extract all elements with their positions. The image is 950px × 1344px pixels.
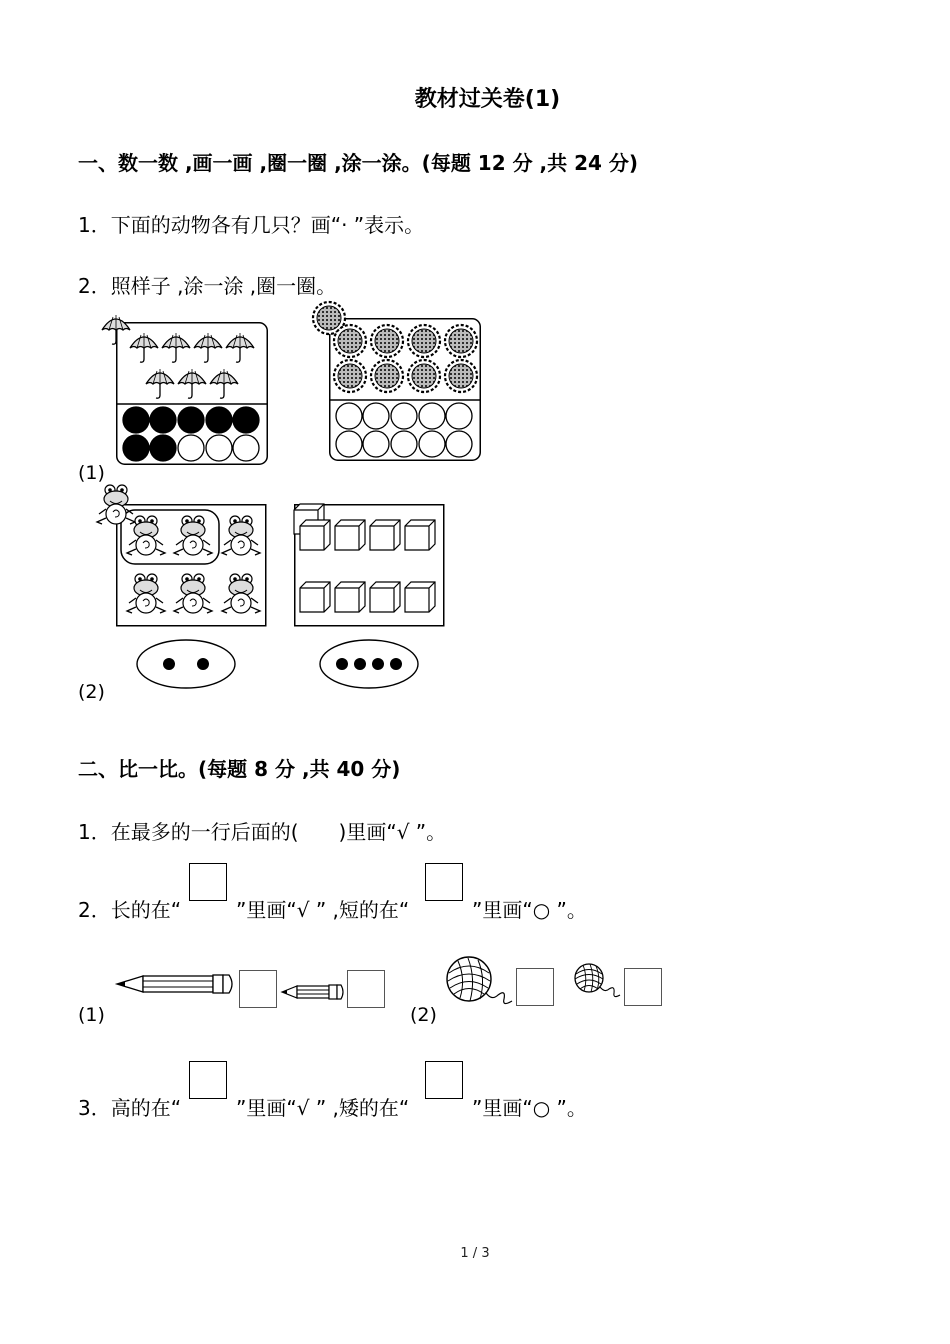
long-pencil-icon — [115, 972, 237, 998]
section2-question3-part2: ”里画“√ ” ,矮的在“ — [236, 1096, 410, 1120]
answer-box-sample — [189, 863, 227, 901]
umbrella-panel — [116, 322, 268, 465]
page-title: 教材过关卷(1) — [414, 87, 561, 112]
short-pencil-icon — [281, 982, 347, 1002]
answer-box-large-yarn[interactable] — [516, 968, 554, 1006]
frog-panel — [116, 504, 268, 628]
section1-label-2: (2) — [78, 681, 105, 703]
answer-box-sample — [189, 1061, 227, 1099]
dot-oval-2 — [135, 638, 237, 690]
section1-question1: 1．下面的动物各有几只？画“· ”表示。 — [78, 213, 425, 237]
section2-question2-part3: ”里画“○ ”。 — [472, 898, 587, 922]
section2-question2-part1: 2．长的在“ — [78, 898, 182, 922]
answer-box-sample — [425, 1061, 463, 1099]
page-number: 1 / 3 — [460, 1246, 490, 1261]
section1-label-1: (1) — [78, 462, 105, 484]
cookie-panel — [329, 318, 481, 461]
section2-label-2: (2) — [410, 1004, 437, 1026]
cube-panel — [294, 504, 446, 628]
answer-box-short-pencil[interactable] — [347, 970, 385, 1008]
answer-box-small-yarn[interactable] — [624, 968, 662, 1006]
large-yarn-ball-icon — [446, 955, 516, 1007]
section1-question2: 2．照样子 ,涂一涂 ,圈一圈。 — [78, 274, 337, 298]
section2-question3-part3: ”里画“○ ”。 — [472, 1096, 587, 1120]
small-yarn-ball-icon — [574, 962, 622, 1002]
section2-label-1: (1) — [78, 1004, 105, 1026]
section2-question1: 1．在最多的一行后面的( )里画“√ ”。 — [78, 820, 447, 844]
section2-heading: 二、比一比。(每题 8 分 ,共 40 分) — [78, 757, 401, 781]
section2-question3-part1: 3．高的在“ — [78, 1096, 182, 1120]
section2-question2-part2: ”里画“√ ” ,短的在“ — [236, 898, 410, 922]
dot-oval-4 — [318, 638, 420, 690]
answer-box-long-pencil[interactable] — [239, 970, 277, 1008]
section1-heading: 一、数一数 ,画一画 ,圈一圈 ,涂一涂。(每题 12 分 ,共 24 分) — [78, 151, 639, 175]
answer-box-sample — [425, 863, 463, 901]
